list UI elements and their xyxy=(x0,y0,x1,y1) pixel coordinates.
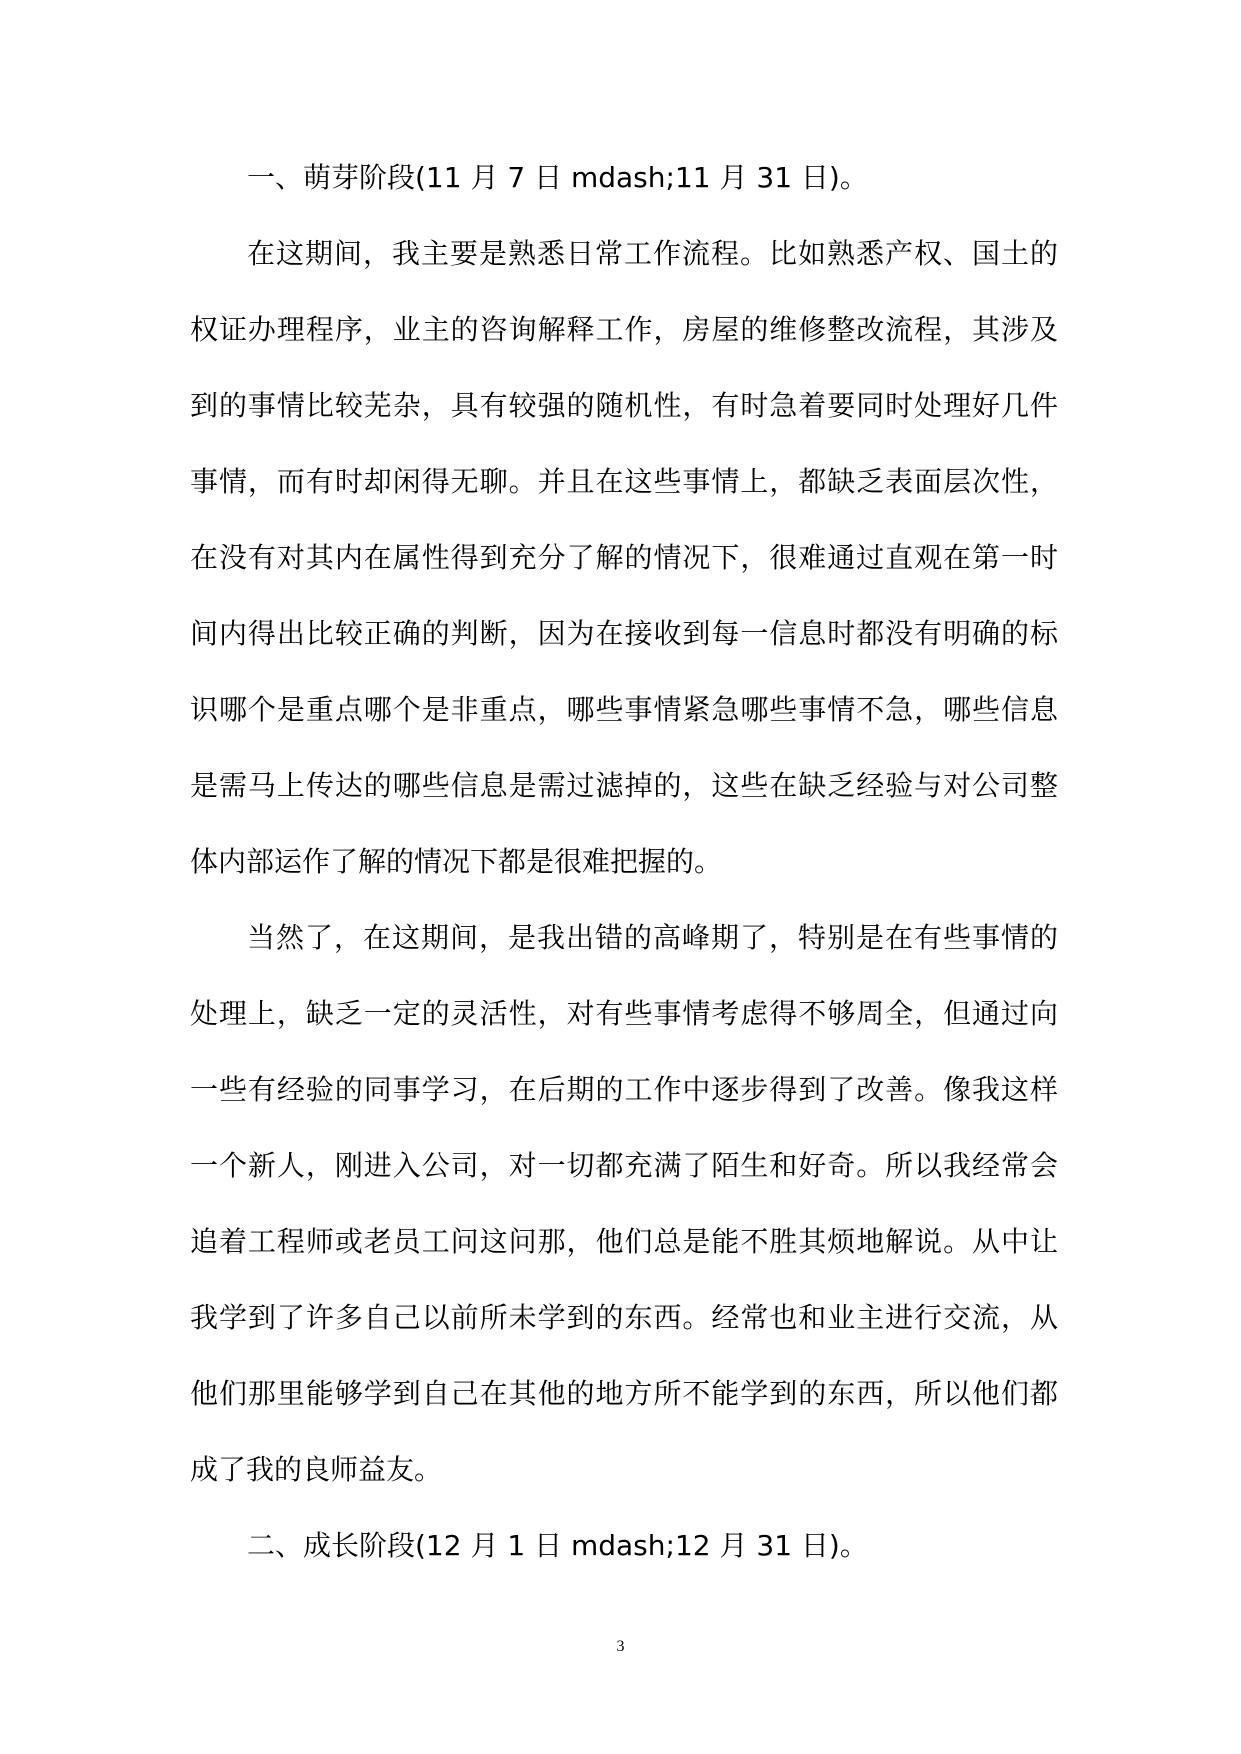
paragraph-line: 当然了，在这期间，是我出错的高峰期了，特别是在有些事情的 xyxy=(247,921,1058,954)
paragraph-line: 一些有经验的同事学习，在后期的工作中逐步得到了改善。像我这样 xyxy=(190,1073,1058,1106)
section-heading-sprouting-stage: 一、萌芽阶段(11 月 7 日 mdash;11 月 31 日)。 xyxy=(247,161,868,194)
paragraph-line: 在这期间，我主要是熟悉日常工作流程。比如熟悉产权、国土的 xyxy=(247,237,1058,270)
paragraph-daily-work xyxy=(190,216,1058,900)
paragraph-line: 是需马上传达的哪些信息是需过滤掉的，这些在缺乏经验与对公司整 xyxy=(190,769,1058,802)
paragraph-line: 权证办理程序，业主的咨询解释工作，房屋的维修整改流程，其涉及 xyxy=(190,313,1058,346)
paragraph-line: 间内得出比较正确的判断，因为在接收到每一信息时都没有明确的标 xyxy=(190,617,1058,650)
paragraph-line: 成了我的良师益友。 xyxy=(190,1453,443,1486)
paragraph-line: 在没有对其内在属性得到充分了解的情况下，很难通过直观在第一时 xyxy=(190,541,1058,574)
paragraph-line: 到的事情比较芜杂，具有较强的随机性，有时急着要同时处理好几件 xyxy=(190,389,1058,422)
page-number: 3 xyxy=(616,1638,625,1655)
paragraph-line: 一个新人，刚进入公司，对一切都充满了陌生和好奇。所以我经常会 xyxy=(190,1149,1058,1182)
paragraph-line: 他们那里能够学到自己在其他的地方所不能学到的东西，所以他们都 xyxy=(190,1377,1058,1410)
paragraph-line: 识哪个是重点哪个是非重点，哪些事情紧急哪些事情不急，哪些信息 xyxy=(190,693,1058,726)
paragraph-line: 处理上，缺乏一定的灵活性，对有些事情考虑得不够周全，但通过向 xyxy=(190,997,1058,1030)
document-body xyxy=(190,140,1058,1584)
section-heading-growth-stage: 二、成长阶段(12 月 1 日 mdash;12 月 31 日)。 xyxy=(247,1529,868,1562)
paragraph-line: 我学到了许多自己以前所未学到的东西。经常也和业主进行交流，从 xyxy=(190,1301,1058,1334)
paragraph-mistakes-and-learning xyxy=(190,900,1058,1508)
paragraph-line: 体内部运作了解的情况下都是很难把握的。 xyxy=(190,845,723,878)
paragraph-line: 事情，而有时却闲得无聊。并且在这些事情上，都缺乏表面层次性， xyxy=(190,465,1058,498)
paragraph-line: 追着工程师或老员工问这问那，他们总是能不胜其烦地解说。从中让 xyxy=(190,1225,1058,1258)
